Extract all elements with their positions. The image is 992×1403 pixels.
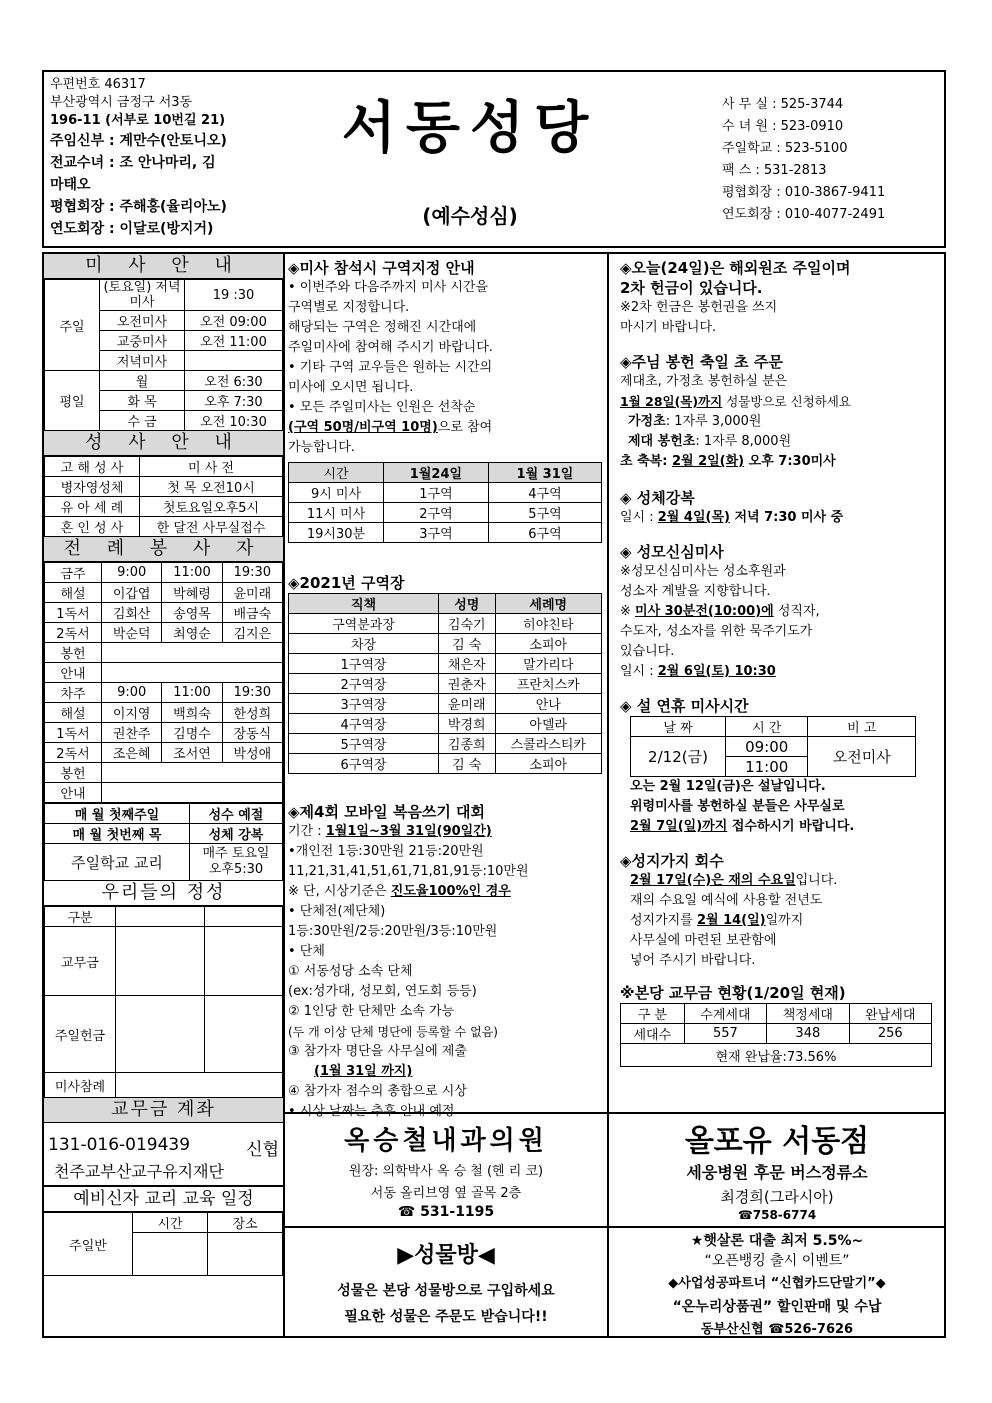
monthly-table (44, 803, 283, 881)
mass-cell: 오전 6:30 (185, 371, 283, 391)
servers-cell: 박성애 (222, 743, 282, 763)
column-divider (283, 252, 285, 1338)
servers-cell: 봉헌 (45, 763, 102, 783)
catechumen-row-label: 주일반 (44, 1213, 133, 1276)
servers-cell: 2독서 (45, 743, 102, 763)
leaders-head: 성명 (439, 594, 496, 614)
palm-line2-date: 2월 14(일) (696, 913, 766, 928)
leaders-cell: 소피아 (495, 754, 601, 774)
zone-notice-line: • 모든 주일미사는 인원은 선착순 (288, 400, 476, 415)
leaders-cell: 5구역장 (289, 734, 439, 754)
heart-mass-prefix: ※ (620, 604, 636, 619)
palm-line: 넣어 주시기 바랍니다. (630, 953, 756, 968)
ads-divider (283, 1226, 946, 1228)
right-column (620, 258, 942, 1067)
leaders-cell: 권춘자 (439, 674, 496, 694)
mass-cell: 화 목 (100, 391, 185, 411)
servers-cell: 배금숙 (222, 603, 282, 623)
holiday-table (630, 716, 916, 777)
servers-cell: 박순덕 (102, 623, 162, 643)
account-holder: 천주교부산교구유지재단 (54, 1162, 225, 1181)
servers-time: 19:30 (222, 683, 282, 703)
holiday-time: 11:00 (726, 757, 808, 777)
dues-rate: 현재 완납율:73.56% (621, 1044, 932, 1067)
offering-row-label: 교무금 (45, 927, 116, 996)
dues-cell: 557 (684, 1024, 766, 1044)
catechumen-table (44, 1212, 283, 1276)
servers-title: 전 례 봉 사 자 (44, 537, 283, 562)
staff-line: 전교수녀 : 조 안나마리, 김 (50, 155, 216, 171)
dues-table (620, 1003, 932, 1067)
candle-deadline-tail: 성물방으로 신청하세요 (722, 394, 851, 409)
monthly-cell: 성수 예절 (190, 804, 283, 824)
leaders-cell: 말가리다 (495, 654, 601, 674)
servers-cell: 해설 (45, 703, 102, 723)
servers-time: 11:00 (162, 563, 222, 583)
zone-schedule-table (288, 462, 602, 543)
palm-line2-tail: 일까지 (765, 913, 804, 928)
servers-cell (102, 783, 283, 803)
servers-table (44, 562, 283, 803)
servers-cell: 김회산 (102, 603, 162, 623)
catechumen-col: 장소 (208, 1213, 283, 1233)
leaders-cell: 2구역장 (289, 674, 439, 694)
store-name: 올포유 서동점 (684, 1124, 870, 1159)
bible-line: (두 개 이상 단체 명단에 등록할 수 없음) (288, 1025, 498, 1039)
bible-line: (ex:성가대, 성모회, 연도회 등등) (288, 984, 477, 999)
leaders-cell: 아델라 (495, 714, 601, 734)
bible-line: • 단체전(제단체) (288, 904, 386, 919)
mass-sunday-label: 주일 (45, 280, 100, 371)
mass-cell: 19 :30 (185, 280, 283, 311)
mass-cell (185, 351, 283, 371)
palm-mid: 재의 수요일 (723, 873, 796, 888)
bank-line: “오픈뱅킹 출시 이벤트” (704, 1253, 850, 1269)
sacrament-title: 성 사 안 내 (44, 431, 283, 456)
address-line: 우편번호 46317 (50, 77, 146, 92)
candle-bless-date: 2월 2일(화) (671, 454, 745, 469)
mass-table (44, 279, 283, 431)
leaders-cell: 김 숙 (439, 634, 496, 654)
offering-row-label: 미사참례 (45, 1073, 116, 1098)
leaders-cell: 김숙기 (439, 614, 496, 634)
leaders-head: 세례명 (495, 594, 601, 614)
account-box (44, 1123, 283, 1186)
dues-cell: 256 (849, 1024, 931, 1044)
candle-price-label: 제대 봉헌초 (628, 434, 696, 449)
staff-line: 평협회장 : 주해홍(율리아노) (50, 199, 227, 215)
overseas-line: ◈오늘(24일)은 해외원조 주일이며 (620, 259, 851, 277)
staff-line: 주임신부 : 계만수(안토니오) (50, 133, 227, 149)
bible-line: •개인전 1등:30만원 21등:20만원 (288, 844, 484, 859)
mass-cell: 오전미사 (100, 311, 185, 331)
header-contacts (722, 94, 942, 226)
school-time: 매주 토요일 (202, 846, 270, 861)
palm-tail: 입니다. (795, 873, 838, 888)
leaders-cell: 스콜라스티카 (495, 734, 601, 754)
servers-cell: 2독서 (45, 623, 102, 643)
mass-title: 미 사 안 내 (44, 254, 283, 279)
servers-cell: 송영목 (162, 603, 222, 623)
palm-line: 사무실에 마련된 보관함에 (630, 933, 777, 948)
bible-deadline: (1월 31일 까지) (314, 1064, 413, 1079)
heart-title: ◈ 성모신심미사 (620, 543, 724, 561)
leaders-cell: 박경희 (439, 714, 496, 734)
address-line: 부산광역시 금정구 서3동 (50, 95, 193, 110)
overseas-note: ※2차 헌금은 봉헌권을 쓰지 (620, 300, 778, 315)
holiday-time: 09:00 (726, 737, 808, 757)
servers-cell: 박혜령 (162, 583, 222, 603)
account-number: 131-016-019439 (48, 1135, 191, 1155)
leaders-cell: 안나 (495, 694, 601, 714)
sacrament-cell: 한 달전 사무실접수 (140, 517, 283, 537)
shop-line: 필요한 성물은 주문도 받습니다!! (344, 1309, 548, 1325)
zone-notice-line: 미사에 오시면 됩니다. (288, 380, 414, 395)
servers-cell: 해설 (45, 583, 102, 603)
heart-line: ※성모신심미사는 성소후원과 (620, 564, 786, 579)
monthly-cell: 매 월 첫째주일 (45, 804, 190, 824)
servers-time: 9:00 (102, 683, 162, 703)
servers-cell: 한성희 (222, 703, 282, 723)
sacrament-cell: 첫 목 오전10시 (140, 477, 283, 497)
heart-line: 수도자, 성소자를 위한 묵주기도가 (620, 624, 813, 639)
bible-rule-bold: 진도율100%인 경우 (390, 884, 511, 899)
staff-line: 연도회장 : 이달로(방지거) (50, 221, 214, 237)
zone-notice-line: • 이번주와 다음주까지 미사 시간을 (288, 280, 489, 295)
bible-line: ④ 참가자 점수의 총합으로 시상 (288, 1084, 467, 1099)
mass-cell: 수 금 (100, 411, 185, 431)
sacrament-cell: 혼 인 성 사 (45, 517, 140, 537)
monthly-cell: 성체 강복 (190, 824, 283, 844)
sacrament-cell: 첫토요일오후5시 (140, 497, 283, 517)
dues-cell: 세대수 (621, 1024, 685, 1044)
mass-cell: 오전 11:00 (185, 331, 283, 351)
zone-notice-title: ◈미사 참석시 구역지정 안내 (288, 259, 475, 277)
overseas-note: 마시기 바랍니다. (620, 320, 717, 335)
adoration-date: 2월 4일(목) (657, 510, 730, 525)
school-label: 주일학교 교리 (45, 844, 190, 881)
holiday-head: 시 간 (726, 717, 808, 737)
holiday-note: 오전미사 (808, 737, 916, 777)
candle-price-label: 가정초 (628, 414, 666, 429)
leaders-cell: 차장 (289, 634, 439, 654)
clinic-doctor: 원장: 의학박사 옥 승 철 (헨 리 코) (348, 1164, 544, 1179)
clinic-tel: ☎ 531-1195 (397, 1204, 495, 1220)
address-line: 196-11 (서부로 10번길 21) (50, 113, 226, 128)
zone-cell: 5구역 (488, 503, 601, 523)
bible-line: ③ 참가자 명단을 사무실에 제출 (288, 1044, 467, 1059)
candle-bless-label: 초 축복: (620, 454, 672, 469)
zone-notice-line: 가능합니다. (288, 440, 355, 455)
leaders-cell: 히야친타 (495, 614, 601, 634)
zone-notice-line: 해당되는 구역은 정해진 시간대에 (288, 320, 477, 335)
bible-period: 1월1일~3월 31일(90일간) (325, 824, 492, 839)
servers-cell: 백희숙 (162, 703, 222, 723)
mass-cell: 오후 7:30 (185, 391, 283, 411)
palm-line2-prefix: 성지가지를 (630, 913, 697, 928)
bank-line: ◆사업성공파트너 “신협카드단말기”◆ (668, 1276, 886, 1291)
servers-cell: 이지영 (102, 703, 162, 723)
ads-divider (283, 1112, 946, 1114)
servers-cell: 윤미래 (222, 583, 282, 603)
offering-col-label: 구분 (45, 907, 116, 927)
contact-line: 연도회장 : 010-4077-2491 (722, 207, 886, 222)
leaders-cell: 소피아 (495, 634, 601, 654)
bank-line: 동부산신협 ☎526-7626 (700, 1322, 854, 1337)
candle-bless-tail: 오후 7:30미사 (744, 454, 836, 469)
adoration-title: ◈ 성체강복 (620, 489, 695, 507)
zone-cell: 9시 미사 (289, 483, 384, 503)
ads-divider (607, 1112, 609, 1338)
sacrament-cell: 미 사 전 (140, 457, 283, 477)
holiday-title: ◈ 설 연휴 미사시간 (620, 697, 749, 715)
holiday-line: 오는 2월 12일(금)은 설날입니다. (630, 779, 826, 794)
zone-notice-line: 구역별로 지정합니다. (288, 300, 410, 315)
adoration-tail: 저녁 7:30 미사 중 (729, 510, 844, 525)
mass-cell: (토요일) 저녁미사 (100, 280, 185, 311)
candle-line: 제대초, 가정초 봉헌하실 분은 (620, 374, 788, 389)
leaders-cell: 3구역장 (289, 694, 439, 714)
monthly-cell: 매 월 첫번째 목 (45, 824, 190, 844)
bible-line: ① 서동성당 소속 단체 (288, 964, 413, 979)
left-column (44, 254, 283, 1276)
servers-cell: 안내 (45, 663, 102, 683)
store-tel: ☎758-6774 (737, 1208, 817, 1222)
sacrament-cell: 병자영성체 (45, 477, 140, 497)
servers-cell (102, 643, 283, 663)
servers-cell: 봉헌 (45, 643, 102, 663)
bible-line: 1등:30만원/2등:20만원/3등:10만원 (288, 924, 498, 939)
mass-cell: 오전 10:30 (185, 411, 283, 431)
clinic-address: 서동 올리브영 옆 골목 2층 (370, 1186, 522, 1201)
sacrament-table (44, 456, 283, 537)
dues-head: 구 분 (621, 1004, 685, 1024)
servers-cell: 최영순 (162, 623, 222, 643)
offering-table (44, 906, 283, 1098)
candle-price: : 1자루 3,000원 (665, 414, 762, 429)
holiday-date: 2/12(금) (631, 737, 726, 777)
school-time: 오후5:30 (208, 862, 264, 877)
mass-weekday-label: 평일 (45, 371, 100, 431)
servers-time: 11:00 (162, 683, 222, 703)
contact-line: 주일학교 : 523-5100 (722, 141, 848, 156)
zone-head: 1월24일 (384, 463, 489, 483)
zone-cell: 3구역 (384, 523, 489, 543)
mass-cell: 교중미사 (100, 331, 185, 351)
holiday-deadline: 2월 7일(일)까지 (630, 819, 728, 834)
candle-title: ◈주님 봉헌 축일 초 주문 (620, 353, 783, 371)
contact-line: 사 무 실 : 525-3744 (722, 97, 844, 112)
servers-cell: 조은혜 (102, 743, 162, 763)
heart-date-prefix: 일시 : (620, 664, 658, 679)
palm-line: 재의 수요일 예식에 사용할 전년도 (630, 893, 823, 908)
holiday-head: 날 짜 (631, 717, 726, 737)
servers-cell: 조서연 (162, 743, 222, 763)
servers-week-label: 차주 (45, 683, 102, 703)
candle-price: : 1자루 8,000원 (695, 434, 792, 449)
bank-line: “온누리상품권” 할인판매 및 수납 (672, 1299, 882, 1315)
bible-rule-prefix: ※ 단, 시상기준은 (288, 884, 391, 899)
servers-time: 19:30 (222, 563, 282, 583)
heart-mass: 미사 30분전(10:00)에 (635, 604, 774, 619)
leaders-head: 직책 (289, 594, 439, 614)
dues-head: 책정세대 (767, 1004, 849, 1024)
sacrament-cell: 유 아 세 례 (45, 497, 140, 517)
servers-cell: 김명수 (162, 723, 222, 743)
servers-cell: 권찬주 (102, 723, 162, 743)
zone-cell: 4구역 (488, 483, 601, 503)
dues-head: 수계세대 (684, 1004, 766, 1024)
palm-title: ◈성지가지 회수 (620, 852, 724, 870)
zone-cell: 19시30분 (289, 523, 384, 543)
leaders-cell: 구역분과장 (289, 614, 439, 634)
palm-date: 2월 17일(수)은 (630, 873, 724, 888)
zone-notice-tail: 으로 참여 (437, 420, 493, 435)
servers-cell (102, 663, 283, 683)
mass-cell: 저녁미사 (100, 351, 185, 371)
holiday-deadline-tail: 접수하시기 바랍니다. (727, 819, 855, 834)
dues-cell: 348 (767, 1024, 849, 1044)
zone-leaders-table (288, 593, 602, 774)
contact-line: 평협회장 : 010-3867-9411 (722, 185, 886, 200)
heart-date: 2월 6일(토) 10:30 (657, 664, 776, 679)
catechumen-col: 시간 (133, 1213, 208, 1233)
candle-deadline: 1월 28일(목)까지 (620, 394, 723, 409)
shop-title: ▶성물방◀ (397, 1243, 495, 1268)
mass-cell: 월 (100, 371, 185, 391)
leaders-cell: 김종희 (439, 734, 496, 754)
catechumen-title: 예비신자 교리 교육 일정 (44, 1186, 283, 1212)
servers-cell (102, 763, 283, 783)
store-owner: 최경희(그라시아) (720, 1188, 834, 1206)
heart-line: 있습니다. (620, 644, 675, 659)
holiday-line: 위령미사를 봉헌하실 분들은 사무실로 (630, 799, 845, 814)
leaders-cell: 6구역장 (289, 754, 439, 774)
leaders-cell: 채은자 (439, 654, 496, 674)
servers-week-label: 금주 (45, 563, 102, 583)
servers-cell: 김지은 (222, 623, 282, 643)
servers-cell: 안내 (45, 783, 102, 803)
leaders-cell: 4구역장 (289, 714, 439, 734)
heart-mass-tail: 성직자, (773, 604, 820, 619)
mass-cell: 오전 09:00 (185, 311, 283, 331)
page-title: 서동성당 (341, 96, 599, 161)
page-subtitle: (예수성심) (422, 204, 518, 228)
bible-period-label: 기간 : (288, 824, 326, 839)
offering-row-label: 주일헌금 (45, 996, 116, 1073)
zone-cell: 2구역 (384, 503, 489, 523)
heart-line: 성소자 계발을 지향합니다. (620, 584, 771, 599)
dues-title: ※본당 교무금 현황(1/20일 현재) (620, 984, 846, 1002)
leaders-cell: 프란치스카 (495, 674, 601, 694)
servers-time: 9:00 (102, 563, 162, 583)
bible-line: 11,21,31,41,51,61,71,81,91등:10만원 (288, 864, 529, 879)
contact-line: 팩 스 : 531-2813 (722, 163, 827, 178)
zone-cell: 11시 미사 (289, 503, 384, 523)
adoration-prefix: 일시 : (620, 510, 658, 525)
servers-cell: 1독서 (45, 723, 102, 743)
offering-title: 우리들의 정성 (44, 881, 283, 906)
zone-notice-line: 주일미사에 참여해 주시기 바랍니다. (288, 340, 493, 355)
bible-line: • 단체 (288, 944, 325, 959)
clinic-name: 옥승철내과의원 (344, 1126, 548, 1156)
shop-line: 성물은 본당 성물방으로 구입하세요 (337, 1283, 555, 1299)
zone-cell: 1구역 (384, 483, 489, 503)
servers-cell: 1독서 (45, 603, 102, 623)
leaders-cell: 김 숙 (439, 754, 496, 774)
overseas-line: 2차 헌금이 있습니다. (620, 279, 763, 297)
zone-head: 시간 (289, 463, 384, 483)
bible-line: ② 1인당 한 단체만 소속 가능 (288, 1004, 455, 1019)
servers-cell: 이갑엽 (102, 583, 162, 603)
store-location: 세웅병원 후문 버스정류소 (686, 1163, 868, 1182)
sacrament-cell: 고 해 성 사 (45, 457, 140, 477)
middle-column (288, 258, 606, 1122)
column-divider (607, 252, 609, 1112)
dues-head: 완납세대 (849, 1004, 931, 1024)
bible-contest-title: ◈제4회 모바일 복음쓰기 대회 (288, 803, 486, 821)
leaders-cell: 1구역장 (289, 654, 439, 674)
leaders-cell: 윤미래 (439, 694, 496, 714)
zone-leaders-title: ◈2021년 구역장 (288, 574, 405, 592)
zone-cell: 6구역 (488, 523, 601, 543)
staff-line: 마태오 (50, 177, 91, 193)
contact-line: 수 녀 원 : 523-0910 (722, 119, 844, 134)
zone-notice-line: • 기타 구역 교우들은 원하는 시간의 (288, 360, 493, 375)
servers-cell: 장동식 (222, 723, 282, 743)
account-bank: 신협 (246, 1140, 279, 1160)
header-address (50, 76, 290, 240)
zone-notice-bold: (구역 50명/비구역 10명) (288, 420, 438, 435)
bank-line: ★햇살론 대출 최저 5.5%~ (690, 1233, 864, 1249)
zone-head: 1월 31일 (488, 463, 601, 483)
account-title: 교무금 계좌 (44, 1098, 283, 1123)
holiday-head: 비 고 (808, 717, 916, 737)
